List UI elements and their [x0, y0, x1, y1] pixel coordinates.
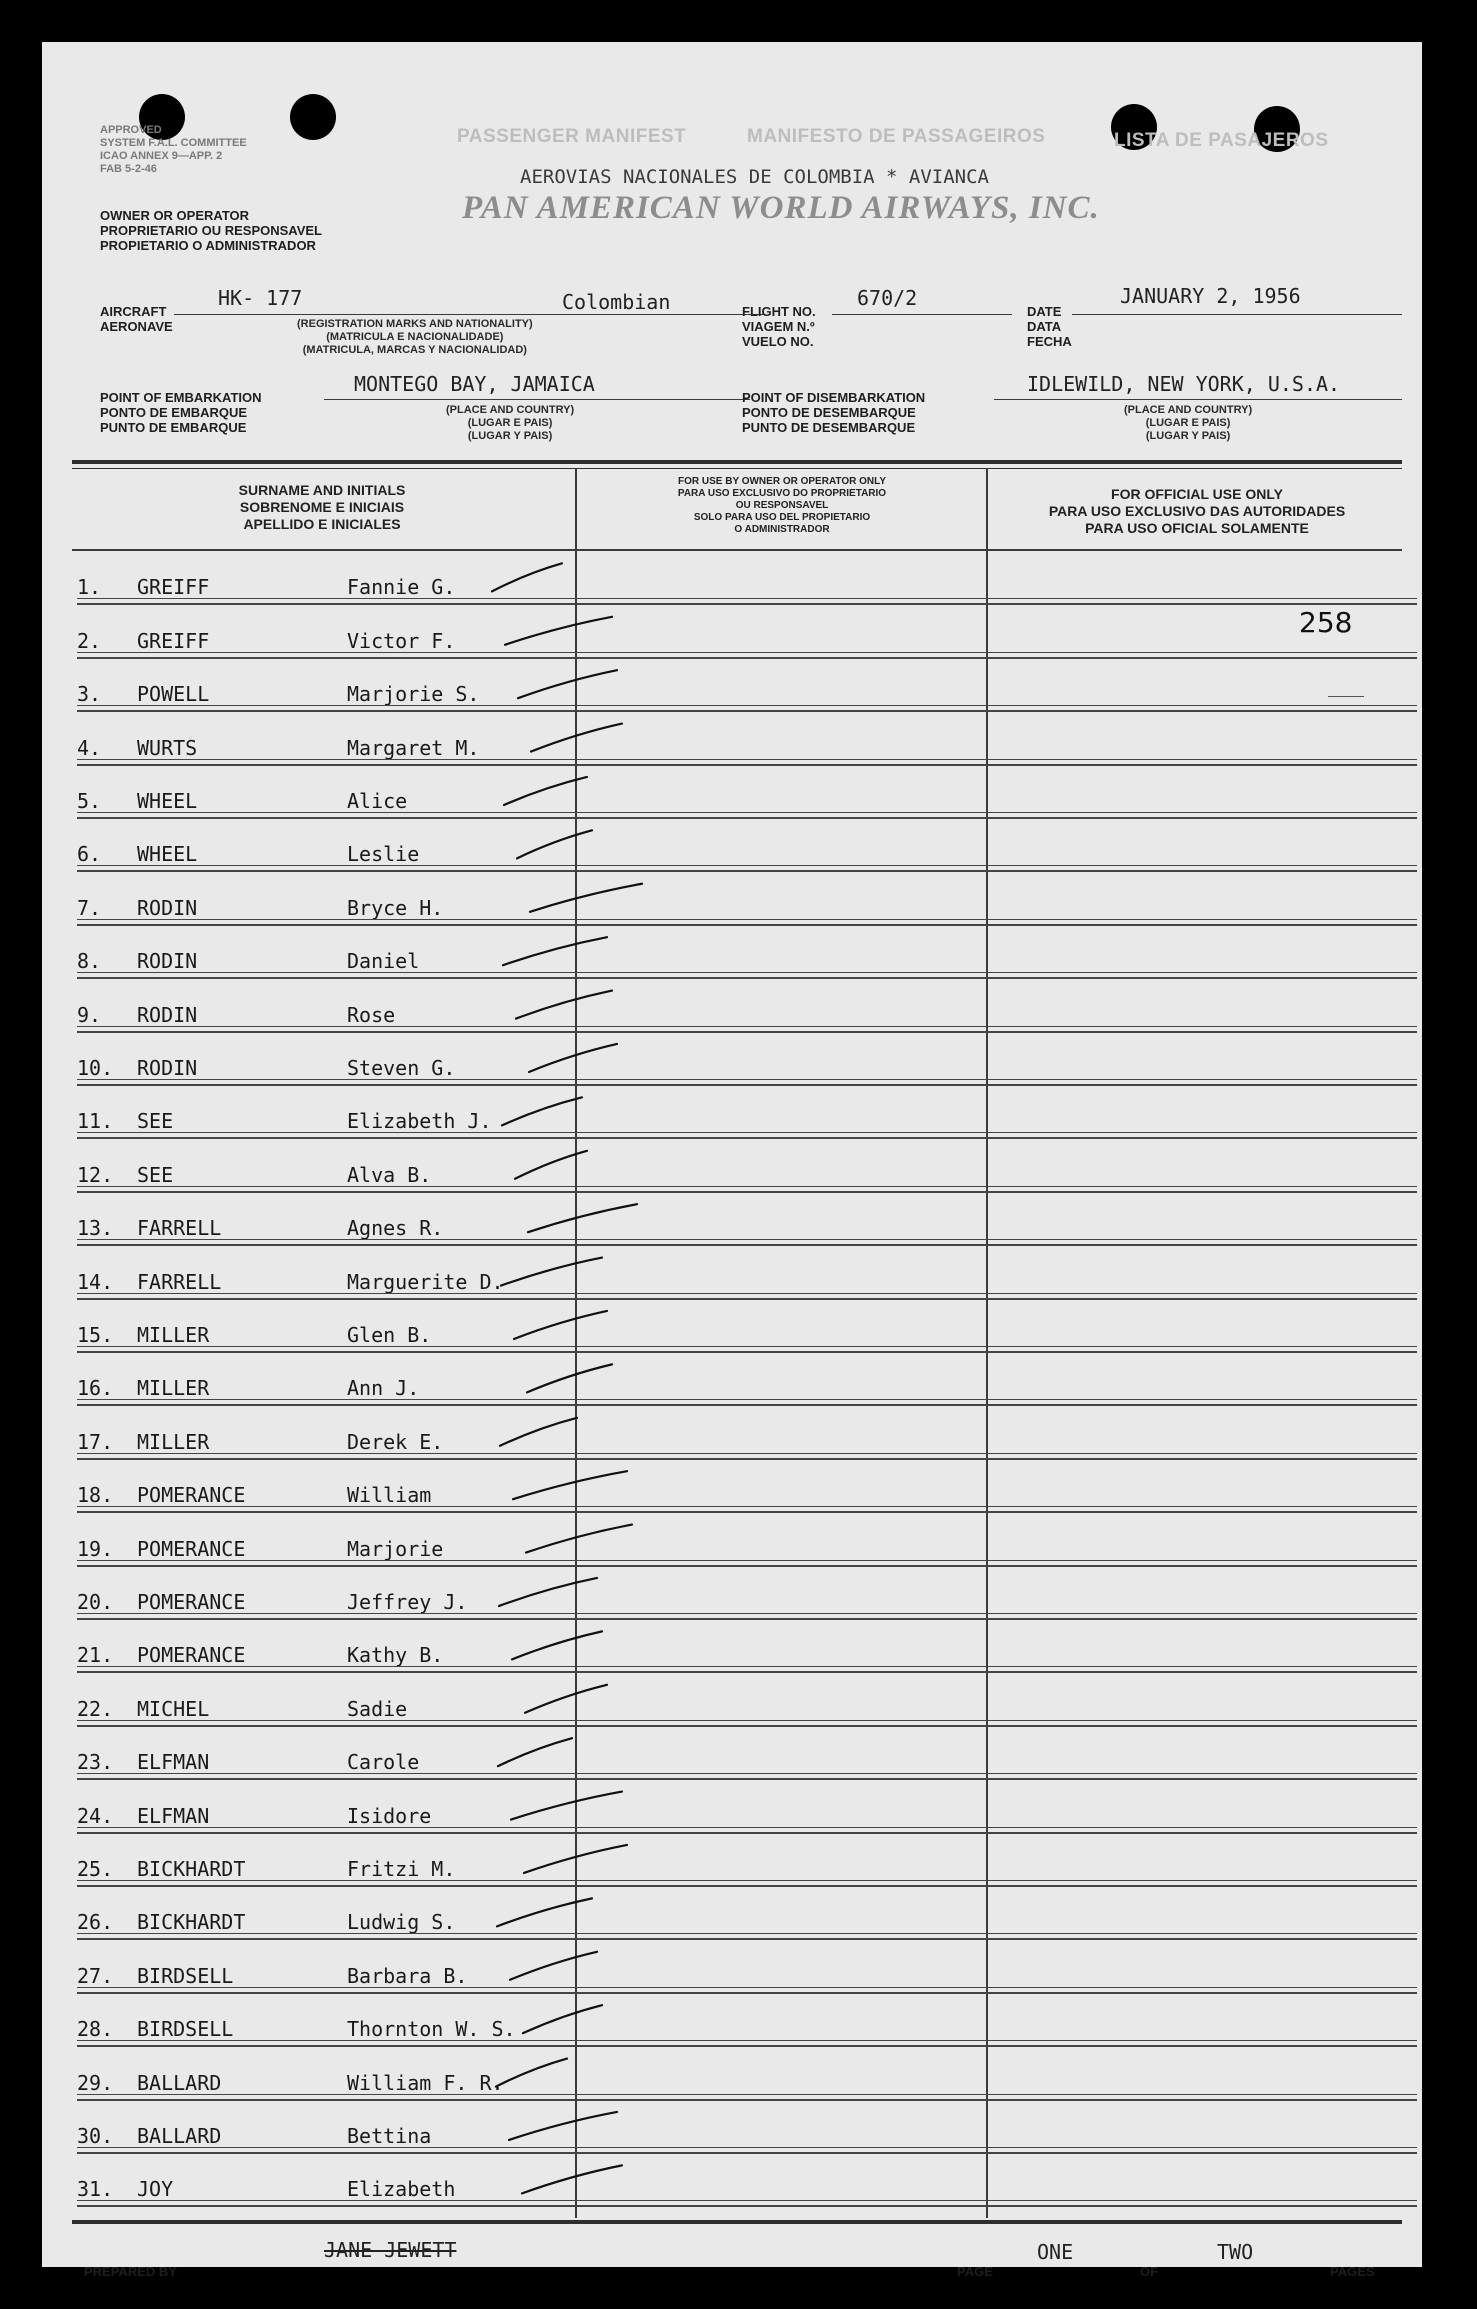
check-mark	[502, 1097, 582, 1125]
passenger-given-names: Alva B.	[347, 1162, 432, 1187]
passenger-number: 4.	[77, 735, 102, 760]
flight-label: FLIGHT NO. VIAGEM N.º VUELO NO.	[742, 304, 816, 349]
disembarkation-place-caption: (PLACE AND COUNTRY) (LUGAR E PAIS) (LUGAR Y PAIS)	[1124, 404, 1253, 442]
pages-value: TWO	[1217, 2240, 1254, 2264]
passenger-given-names: Leslie	[347, 842, 420, 867]
passenger-number: 8.	[77, 949, 102, 974]
passenger-number: 16.	[77, 1376, 114, 1401]
column-header-names: SURNAME AND INITIALS SOBRENOME E INICIAIS APELLIDO E INICIALES	[238, 482, 406, 532]
check-mark	[517, 830, 592, 858]
passenger-surname: BICKHARDT	[137, 1856, 246, 1881]
passenger-number: 15.	[77, 1322, 114, 1347]
flight-value: 670/2	[857, 286, 918, 310]
manifest-sheet	[42, 42, 1422, 2279]
passenger-number: 1.	[77, 575, 102, 600]
passenger-given-names: Elizabeth J.	[347, 1109, 492, 1134]
date-label: DATE DATA FECHA	[1027, 304, 1072, 349]
prepared-by-label: PREPARED BY	[84, 2264, 177, 2279]
passenger-number: 22.	[77, 1696, 114, 1721]
check-mark	[513, 1471, 627, 1499]
check-mark	[518, 670, 617, 698]
passenger-number: 28.	[77, 2017, 114, 2042]
passenger-surname: SEE	[137, 1109, 174, 1134]
passenger-given-names: Marjorie S.	[347, 682, 480, 707]
check-mark	[530, 884, 642, 912]
check-mark	[515, 1151, 587, 1179]
passenger-number: 21.	[77, 1643, 114, 1668]
passenger-given-names: Barbara B.	[347, 1963, 468, 1988]
check-mark	[529, 1044, 617, 1072]
check-mark	[500, 1418, 577, 1446]
passenger-number: 6.	[77, 842, 102, 867]
passenger-given-names: Kathy B.	[347, 1643, 444, 1668]
passenger-surname: JOY	[137, 2177, 174, 2202]
disembarkation-label: POINT OF DISEMBARKATION PONTO DE DESEMBARQUE PUNTO DE DESEMBARQUE	[742, 390, 926, 435]
passenger-number: 20.	[77, 1589, 114, 1614]
check-mark	[522, 2165, 622, 2193]
passenger-surname: POWELL	[137, 682, 210, 707]
passenger-number: 5.	[77, 788, 102, 813]
passenger-surname: BALLARD	[137, 2123, 222, 2148]
title-spanish: LISTA DE PASAJEROS	[1114, 130, 1329, 151]
check-mark	[498, 1738, 572, 1766]
passenger-number: 9.	[77, 1002, 102, 1027]
passenger-given-names: Derek E.	[347, 1429, 444, 1454]
passenger-surname: BALLARD	[137, 2070, 222, 2095]
passenger-surname: ELFMAN	[137, 1750, 210, 1775]
pages-label: PAGES	[1330, 2264, 1375, 2279]
passenger-number: 19.	[77, 1536, 114, 1561]
passenger-number: 31.	[77, 2177, 114, 2202]
passenger-given-names: Rose	[347, 1002, 396, 1027]
registration-caption: (REGISTRATION MARKS AND NATIONALITY) (MATRICULA E NACIONALIDADE) (MATRICULA, MARCAS Y NACIONALIDAD)	[297, 318, 533, 356]
passenger-surname: ELFMAN	[137, 1803, 210, 1828]
check-mark	[524, 1845, 627, 1873]
embarkation-value: MONTEGO BAY, JAMAICA	[354, 372, 595, 396]
column-header-owner-use: FOR USE BY OWNER OR OPERATOR ONLY PARA USO EXCLUSIVO DO PROPRIETARIO OU RESPONSAVEL SOLO PARA USO DEL PROPIETARIO O ADMINISTRADOR	[677, 476, 887, 535]
passenger-surname: MILLER	[137, 1322, 210, 1347]
check-mark	[504, 777, 587, 805]
check-mark	[514, 1311, 607, 1339]
passenger-number: 29.	[77, 2070, 114, 2095]
check-mark	[505, 617, 612, 645]
passenger-number: 30.	[77, 2123, 114, 2148]
aircraft-value: HK- 177	[218, 286, 303, 310]
passenger-given-names: Bettina	[347, 2123, 432, 2148]
check-mark	[499, 1578, 597, 1606]
passenger-number: 3.	[77, 682, 102, 707]
official-entry-number: 258	[1299, 606, 1353, 639]
passenger-surname: RODIN	[137, 895, 198, 920]
check-mark	[512, 1631, 602, 1659]
passenger-given-names: Marguerite D.	[347, 1269, 504, 1294]
passenger-number: 7.	[77, 895, 102, 920]
date-value: JANUARY 2, 1956	[1120, 284, 1301, 308]
passenger-number: 12.	[77, 1162, 114, 1187]
embarkation-place-caption: (PLACE AND COUNTRY) (LUGAR E PAIS) (LUGAR Y PAIS)	[446, 404, 575, 442]
check-mark	[516, 991, 612, 1019]
check-mark	[496, 2059, 567, 2087]
passenger-surname: WURTS	[137, 735, 198, 760]
passenger-given-names: Carole	[347, 1750, 420, 1775]
column-header-official-use: FOR OFFICIAL USE ONLY PARA USO EXCLUSIVO DAS AUTORIDADES PARA USO OFICIAL SOLAMENTE	[1048, 486, 1346, 536]
passenger-number: 24.	[77, 1803, 114, 1828]
passenger-surname: FARRELL	[137, 1269, 222, 1294]
passenger-given-names: Fannie G.	[347, 575, 456, 600]
passenger-given-names: Bryce H.	[347, 895, 444, 920]
page-value: ONE	[1037, 2240, 1074, 2264]
passenger-surname: MICHEL	[137, 1696, 210, 1721]
check-mark	[511, 1792, 622, 1820]
passenger-surname: MILLER	[137, 1376, 210, 1401]
embarkation-label: POINT OF EMBARKATION PONTO DE EMBARQUE PUNTO DE EMBARQUE	[100, 390, 262, 435]
passenger-number: 17.	[77, 1429, 114, 1454]
check-mark	[526, 1525, 632, 1553]
passenger-given-names: Daniel	[347, 949, 420, 974]
passenger-surname: POMERANCE	[137, 1643, 246, 1668]
passenger-surname: RODIN	[137, 1002, 198, 1027]
check-mark	[497, 1898, 592, 1926]
check-mark	[503, 937, 607, 965]
prepared-by-value: JANE JEWETT	[324, 2238, 457, 2262]
passenger-given-names: Ludwig S.	[347, 1910, 456, 1935]
owner-operator-label: OWNER OR OPERATOR PROPRIETARIO OU RESPONSAVEL PROPIETARIO O ADMINISTRADOR	[100, 208, 322, 253]
passenger-number: 2.	[77, 628, 102, 653]
passenger-number: 14.	[77, 1269, 114, 1294]
passenger-number: 23.	[77, 1750, 114, 1775]
passenger-number: 13.	[77, 1216, 114, 1241]
check-mark	[527, 1364, 612, 1392]
disembarkation-value: IDLEWILD, NEW YORK, U.S.A.	[1027, 372, 1341, 396]
check-mark	[510, 1952, 597, 1980]
page-label: PAGE	[957, 2264, 993, 2279]
passenger-number: 11.	[77, 1109, 114, 1134]
passenger-given-names: Jeffrey J.	[347, 1589, 468, 1614]
check-mark	[525, 1685, 607, 1713]
passenger-number: 18.	[77, 1483, 114, 1508]
check-mark	[492, 563, 562, 591]
passenger-surname: POMERANCE	[137, 1536, 246, 1561]
passenger-number: 10.	[77, 1055, 114, 1080]
airline-name: AEROVIAS NACIONALES DE COLOMBIA * AVIANCA	[520, 166, 989, 188]
passenger-number: 25.	[77, 1856, 114, 1881]
passenger-surname: MILLER	[137, 1429, 210, 1454]
check-mark	[531, 724, 622, 752]
passenger-surname: GREIFF	[137, 628, 210, 653]
passenger-given-names: Victor F.	[347, 628, 456, 653]
passenger-surname: POMERANCE	[137, 1483, 246, 1508]
passenger-given-names: Isidore	[347, 1803, 432, 1828]
passenger-surname: BIRDSELL	[137, 2017, 234, 2042]
passenger-surname: BICKHARDT	[137, 1910, 246, 1935]
passenger-surname: RODIN	[137, 1055, 198, 1080]
passenger-surname: BIRDSELL	[137, 1963, 234, 1988]
check-mark	[509, 2112, 617, 2140]
passenger-given-names: Marjorie	[347, 1536, 444, 1561]
passenger-given-names: Sadie	[347, 1696, 408, 1721]
passenger-surname: RODIN	[137, 949, 198, 974]
passenger-surname: WHEEL	[137, 842, 198, 867]
passenger-given-names: Steven G.	[347, 1055, 456, 1080]
passenger-given-names: Ann J.	[347, 1376, 420, 1401]
check-mark	[528, 1204, 637, 1232]
passenger-surname: POMERANCE	[137, 1589, 246, 1614]
aircraft-label: AIRCRAFT AERONAVE	[100, 304, 173, 334]
passenger-given-names: William	[347, 1483, 432, 1508]
passenger-surname: WHEEL	[137, 788, 198, 813]
passenger-number: 27.	[77, 1963, 114, 1988]
passenger-given-names: Glen B.	[347, 1322, 432, 1347]
passenger-surname: SEE	[137, 1162, 174, 1187]
check-marks	[42, 42, 1422, 2267]
operator-stamp: PAN AMERICAN WORLD AIRWAYS, INC.	[462, 190, 1100, 226]
title-english: PASSENGER MANIFEST	[457, 126, 687, 147]
passenger-surname: FARRELL	[137, 1216, 222, 1241]
passenger-number: 26.	[77, 1910, 114, 1935]
passenger-given-names: Fritzi M.	[347, 1856, 456, 1881]
passenger-given-names: William F. R.	[347, 2070, 504, 2095]
passenger-given-names: Alice	[347, 788, 408, 813]
title-portuguese: MANIFESTO DE PASSAGEIROS	[747, 126, 1046, 147]
table-bottom-rule	[72, 2220, 1402, 2224]
passenger-given-names: Agnes R.	[347, 1216, 444, 1241]
of-label: OF	[1140, 2264, 1159, 2279]
check-mark	[501, 1258, 602, 1286]
nationality-value: Colombian	[562, 290, 671, 314]
passenger-given-names: Margaret M.	[347, 735, 480, 760]
approval-block: APPROVED SYSTEM F.A.L. COMMITTEE ICAO ANNEX 9—APP. 2 FAB 5-2-46	[100, 124, 247, 175]
check-mark	[523, 2005, 602, 2033]
passenger-given-names: Thornton W. S.	[347, 2017, 516, 2042]
passenger-given-names: Elizabeth	[347, 2177, 456, 2202]
passenger-surname: GREIFF	[137, 575, 210, 600]
